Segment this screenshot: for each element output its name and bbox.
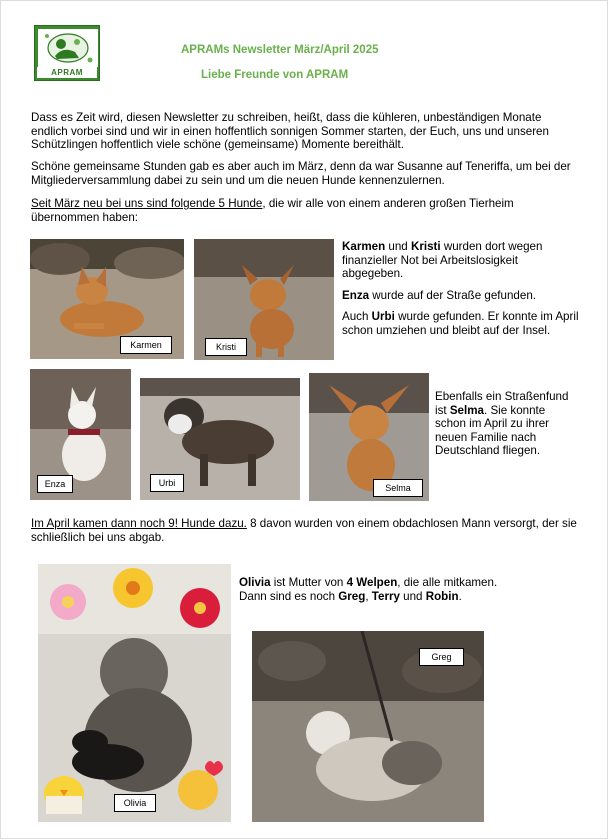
text-and: und [385,240,411,253]
label-selma: Selma [373,479,423,497]
text-sep-1: , [365,589,372,603]
text-puppy-count: 4 Welpen [346,576,398,589]
dog-photo-olivia-icon [38,564,231,822]
selma-text [435,390,575,466]
name-enza: Enza [342,288,370,302]
text-others-suffix: . [458,589,462,603]
text-karmen-kristi [342,240,582,281]
text-enza-rest: wurde auf der Straße gefunden. [369,288,536,302]
text-selma [435,390,575,458]
label-greg: Greg [419,648,464,666]
intro-paragraph-1: Dass es Zeit wird, diesen Newsletter zu schreiben, heißt, dass die kühleren, unbeständigen Monate endlich vorbei sind und wir in einen hoffentlich sonnigen Sommer starten, der Euch, uns und unseren Schützlingen hoffentlich viele schöne (gemeinsame) Momente bereithält. [31,111,549,152]
photo-greg [252,631,484,822]
text-selma-rest: . Sie konnte schon im April zu ihrer neuen Familie nach Deutschland fliegen. [435,403,550,458]
april-rest: 8 davon wurden von einem obdachlosen Mann versorgt, der sie schließlich bei uns abgab. [31,517,577,544]
april-underlined: Im April kamen dann noch 9! Hunde dazu. [31,517,247,530]
text-olivia [239,576,579,590]
newsletter-title: APRAMs Newsletter März/April 2025 [181,44,379,56]
flower-yellow-icon [113,568,153,608]
text-olivia-mid: ist Mutter von [270,576,347,589]
intro-paragraph-2: Schöne gemeinsame Stunden gab es aber auch im März, denn da war Susanne auf Teneriffa, um bei der Mitgliederversammlung dabei zu sein und um die neuen Hunde kennenzulernen. [31,160,571,187]
flower-red-icon [180,588,220,628]
intro-paragraph-3 [31,197,581,224]
chick-emoji-icon [44,776,84,814]
flower-pink-icon [50,584,86,620]
name-robin: Robin [425,589,459,603]
text-sep-2: und [399,589,426,603]
label-olivia: Olivia [114,794,156,812]
label-urbi: Urbi [150,474,184,492]
text-urbi [342,310,582,337]
label-kristi: Kristi [205,338,247,356]
apram-logo [34,25,100,81]
name-greg: Greg [338,589,366,603]
photo-karmen [30,239,184,359]
newsletter-greeting: Liebe Freunde von APRAM [201,69,349,81]
photo-enza [30,369,131,500]
photo-urbi [140,378,300,500]
olivia-text [239,576,579,603]
text-others-prefix: Dann sind es noch [239,589,339,603]
name-urbi: Urbi [371,310,395,324]
name-karmen: Karmen [342,240,386,253]
text-others [239,590,579,604]
name-terry: Terry [371,589,400,603]
text-karmen-kristi-rest: wurden dort wegen finanzieller Not bei Arbeitslosigkeit abgegeben. [342,240,543,281]
april-paragraph [31,517,581,544]
march-dogs-text [342,240,582,346]
text-urbi-rest: wurde gefunden. Er konnte im April schon umziehen und bleibt auf der Insel. [342,310,579,337]
text-olivia-rest: , die alle mitkamen. [397,576,498,589]
name-olivia: Olivia [239,576,271,589]
photo-olivia [38,564,231,822]
new-dogs-underlined: Seit März neu bei uns sind folgende 5 Hunde [31,197,263,210]
text-enza [342,289,582,303]
name-selma: Selma [449,403,484,417]
text-urbi-prefix: Auch [342,310,372,324]
label-enza: Enza [37,475,73,493]
photo-selma [309,373,429,501]
name-kristi: Kristi [410,240,441,253]
label-karmen: Karmen [120,336,172,354]
text-selma-prefix: Ebenfalls ein Straßenfund ist [435,390,569,417]
logo-text: APRAM [37,67,97,78]
new-dogs-rest: , die wir alle von einem anderen großen Tierheim übernommen haben: [31,197,514,224]
photo-kristi [194,239,334,360]
